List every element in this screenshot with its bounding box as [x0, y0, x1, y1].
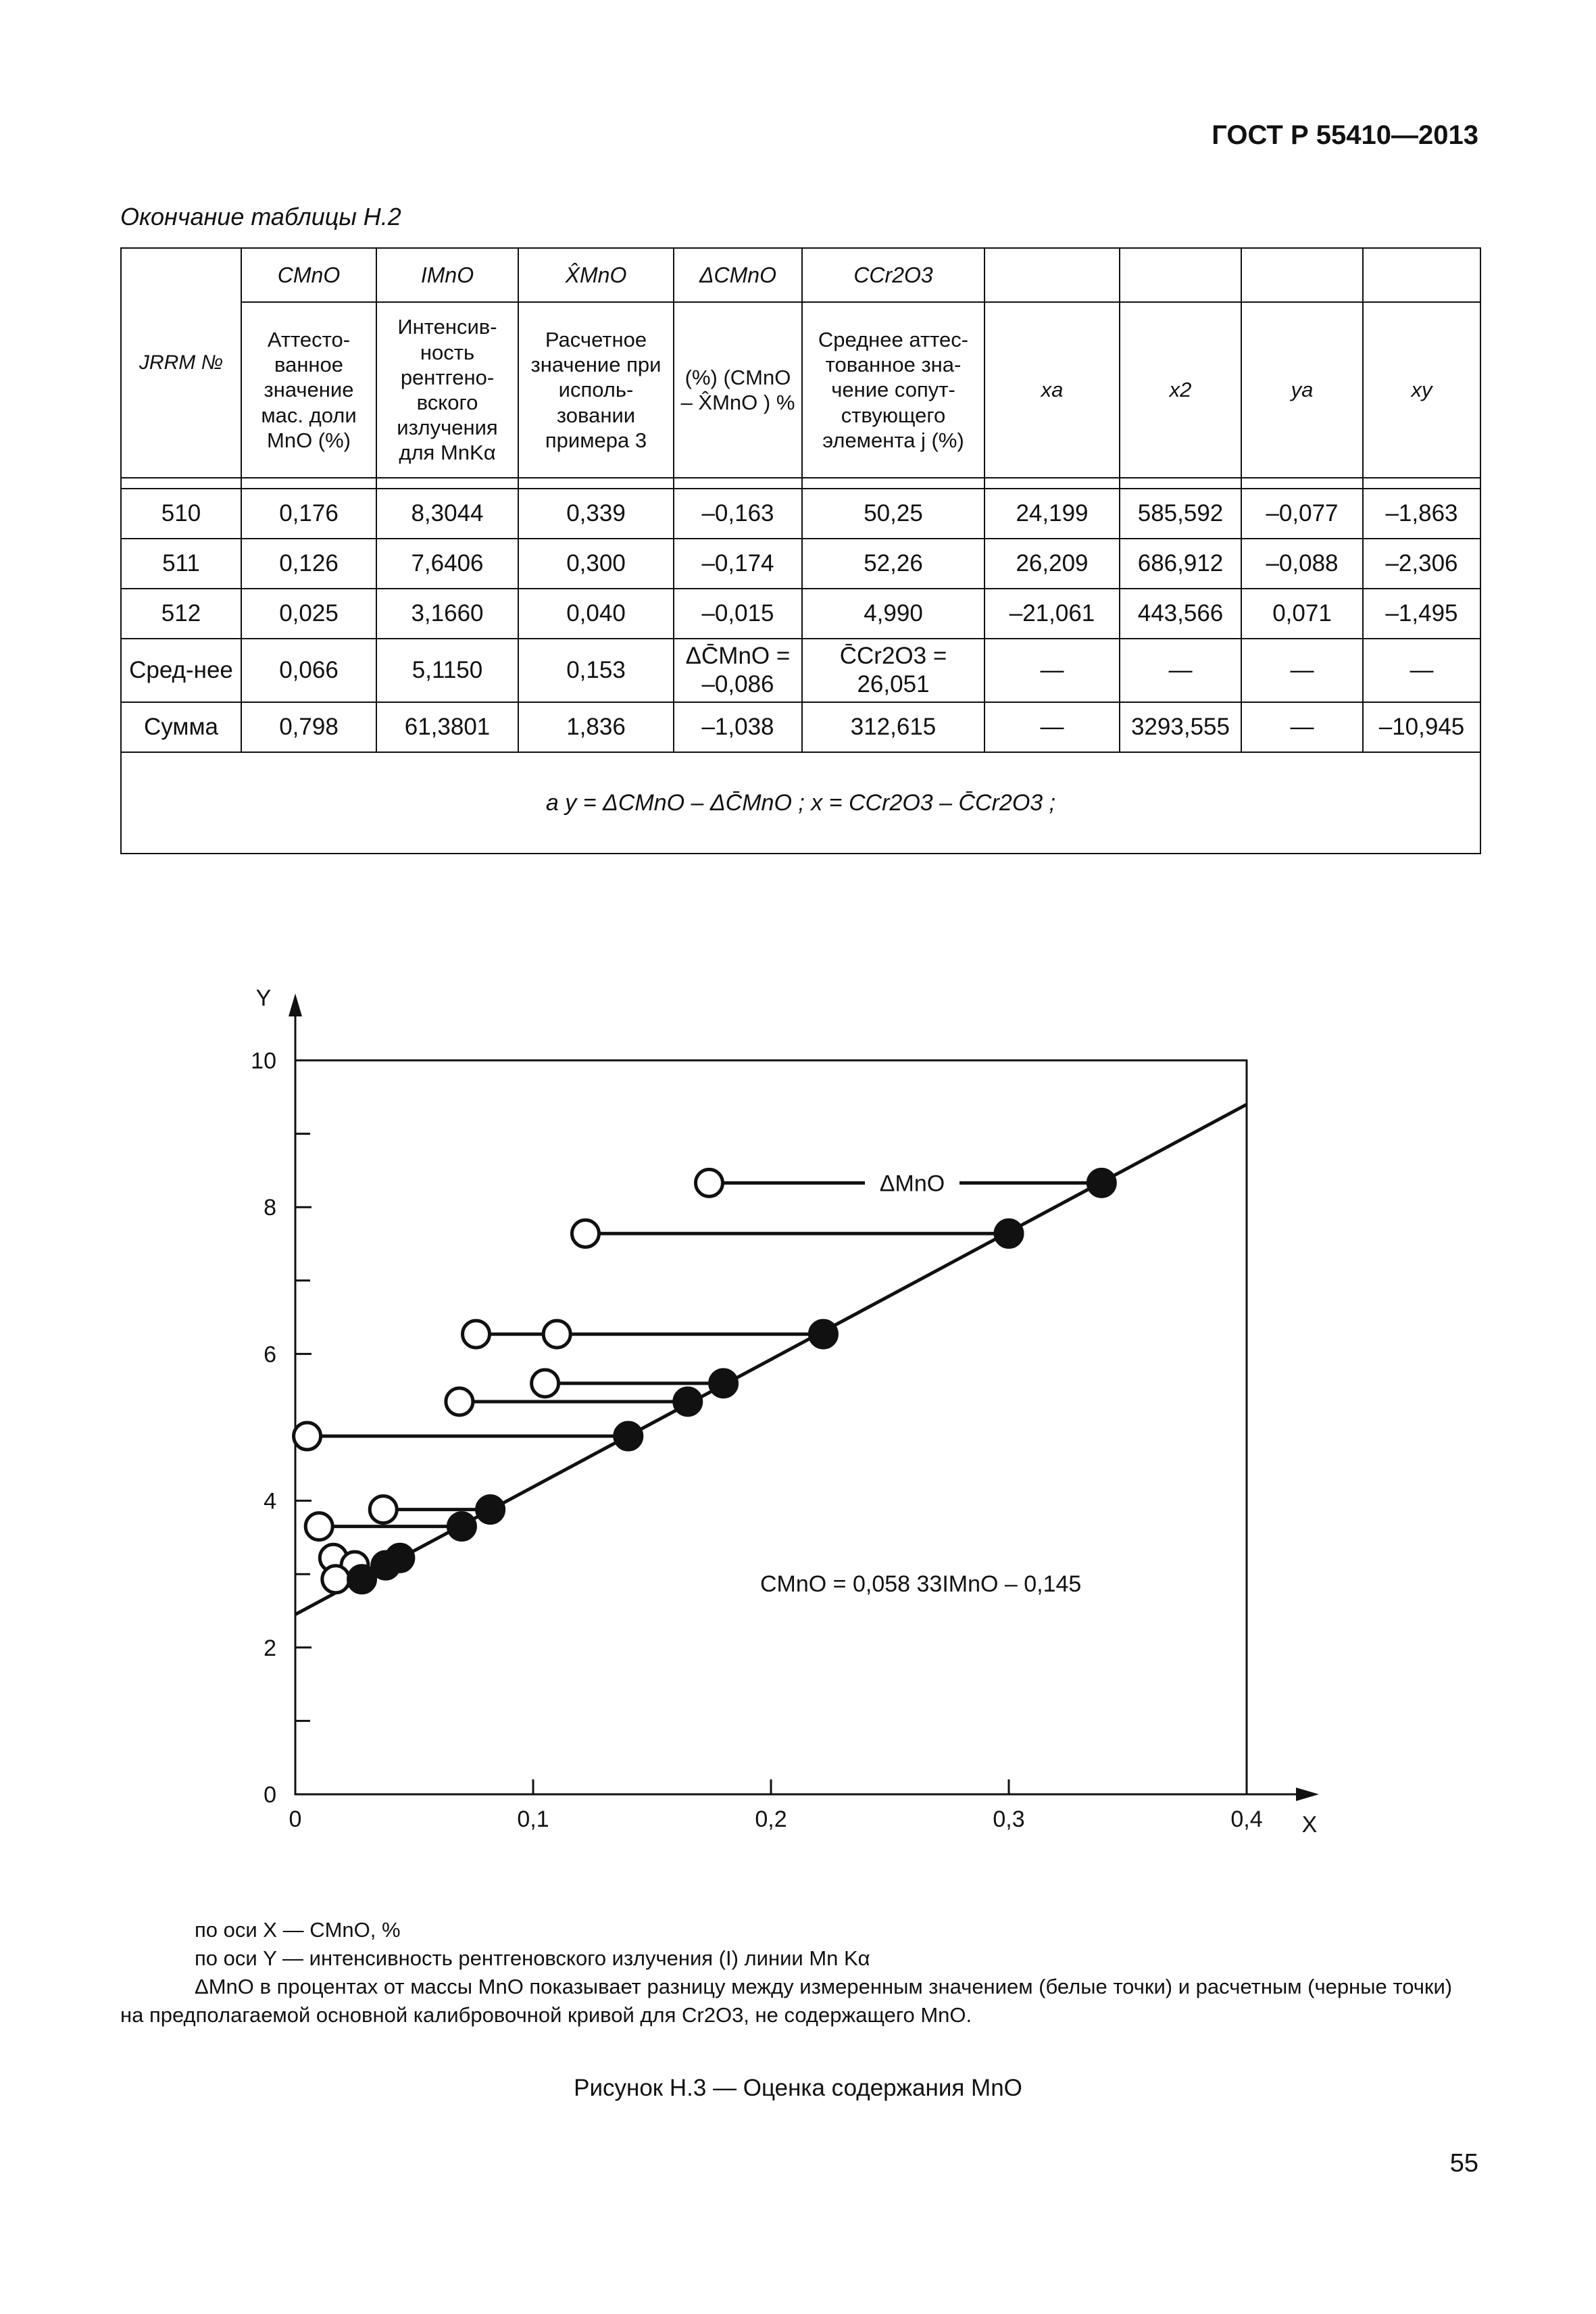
measured-point [463, 1321, 490, 1348]
table-cell: –1,863 [1363, 489, 1480, 539]
measured-point [370, 1496, 397, 1523]
table-cell: — [1363, 639, 1480, 702]
y-tick-label: 2 [264, 1635, 276, 1661]
table-cell: — [1241, 702, 1363, 752]
measured-point [532, 1370, 559, 1397]
table-cell: Сред-нее [121, 639, 241, 702]
table-cell: 510 [121, 489, 241, 539]
measured-point [305, 1513, 332, 1540]
figure-caption [120, 1916, 1480, 2029]
table-cell: 7,6406 [376, 539, 518, 589]
table-cell: 0,798 [241, 702, 376, 752]
axis-y-caption: по оси Y — интенсивность рентгеновского излучения (I) линии Mn Kα [195, 1946, 870, 1970]
delta-label: ΔMnO [879, 1171, 945, 1197]
table-cell: –2,306 [1363, 539, 1480, 589]
table-cell: 511 [121, 539, 241, 589]
header-desc: Аттесто-ванное значение мас. доли MnO (%) [241, 302, 376, 478]
table-cell: 0,066 [241, 639, 376, 702]
table-footnote: a y = ΔCMnO – ΔC̄MnO ; x = CCr2O3 – C̄Cr2O3 ; [121, 752, 1480, 854]
header-desc: x2 [1120, 302, 1241, 478]
calculated-point [674, 1388, 701, 1415]
figure-title: Рисунок Н.3 — Оценка содержания MnO [574, 2075, 1022, 2101]
header-symbol: X̂MnO [518, 248, 674, 302]
figure-note: ΔMnO в процентах от массы MnO показывает разницу между измеренным значением (белые точки) и расчетным (черные точки) на предполагаемой основной калибровочной кривой для Cr2O3, не содержащего MnO. [120, 1974, 1453, 2027]
calculated-point [448, 1513, 475, 1540]
table-cell: 24,199 [984, 489, 1120, 539]
table-cell: C̄Cr2O3 = 26,051 [802, 639, 984, 702]
table-cell: –0,077 [1241, 489, 1363, 539]
header-desc: xy [1363, 302, 1480, 478]
calculated-point [995, 1220, 1022, 1247]
table-cell: –1,495 [1363, 589, 1480, 639]
table-cell: 0,339 [518, 489, 674, 539]
standard-header: ГОСТ Р 55410—2013 [1212, 120, 1478, 150]
table-cell: 4,990 [802, 589, 984, 639]
table-cell: –0,088 [1241, 539, 1363, 589]
table-cell: — [984, 702, 1120, 752]
header-symbol: CMnO [241, 248, 376, 302]
header-desc: Среднее аттес-тованное зна-чение сопут-ствующего элемента j (%) [802, 302, 984, 478]
x-axis-arrow [1296, 1788, 1319, 1801]
x-axis-label: X [1301, 1812, 1318, 1838]
equation-label: CMnO = 0,058 33IMnO – 0,145 [760, 1571, 1082, 1597]
table-cell: –0,163 [674, 489, 802, 539]
page-number: 55 [1449, 2149, 1478, 2177]
measured-point [572, 1220, 599, 1247]
header-desc: Расчетное значение при исполь-зовании примера 3 [518, 302, 674, 478]
table-cell: 0,153 [518, 639, 674, 702]
header-desc: (%) (CMnO – X̂MnO ) % [674, 302, 802, 478]
x-tick-label: 0,1 [517, 1806, 549, 1832]
calculated-point [809, 1321, 837, 1348]
axis-x-caption: по оси X — CMnO, % [195, 1918, 401, 1942]
table-cell: 512 [121, 589, 241, 639]
table-cell: 5,1150 [376, 639, 518, 702]
measured-point [543, 1321, 570, 1348]
calculated-point [710, 1370, 737, 1397]
header-desc: ya [1241, 302, 1363, 478]
x-tick-label: 0,3 [993, 1806, 1025, 1832]
y-tick-label: 10 [251, 1048, 276, 1074]
table-cell: 0,126 [241, 539, 376, 589]
table-cell: 312,615 [802, 702, 984, 752]
table-cell: 0,300 [518, 539, 674, 589]
table-cell: –0,174 [674, 539, 802, 589]
header-jrrm: JRRM № [121, 248, 241, 478]
y-tick-label: 4 [264, 1488, 276, 1515]
calculated-point [349, 1566, 376, 1593]
table-cell: — [1120, 639, 1241, 702]
table-cell: 0,176 [241, 489, 376, 539]
header-symbol: ΔCMnO [674, 248, 802, 302]
header-desc: Интенсив-ность рентгено-вского излучения для MnKα [376, 302, 518, 478]
table-cell: 52,26 [802, 539, 984, 589]
measured-point [322, 1566, 349, 1593]
table-cell: 8,3044 [376, 489, 518, 539]
x-tick-label: 0,2 [755, 1806, 787, 1832]
table-cell: 0,071 [1241, 589, 1363, 639]
table-cell: — [984, 639, 1120, 702]
table-cell: ΔC̄MnO = –0,086 [674, 639, 802, 702]
table-cell: –0,015 [674, 589, 802, 639]
measured-point [695, 1169, 722, 1196]
table-cell: 686,912 [1120, 539, 1241, 589]
table-cell: Сумма [121, 702, 241, 752]
table-cell: –10,945 [1363, 702, 1480, 752]
table-cell: 61,3801 [376, 702, 518, 752]
table-cell: 3293,555 [1120, 702, 1241, 752]
header-desc: xa [984, 302, 1120, 478]
calculated-point [1088, 1169, 1115, 1196]
table-cell: 443,566 [1120, 589, 1241, 639]
header-symbol: IMnO [376, 248, 518, 302]
table-cell: –1,038 [674, 702, 802, 752]
table-cell: 50,25 [802, 489, 984, 539]
measured-point [294, 1423, 321, 1450]
y-tick-label: 0 [264, 1782, 276, 1808]
table-cell: 0,040 [518, 589, 674, 639]
y-tick-label: 8 [264, 1195, 276, 1221]
calculated-point [477, 1496, 504, 1523]
table-cell: 26,209 [984, 539, 1120, 589]
y-axis-arrow [289, 993, 302, 1016]
y-tick-label: 6 [264, 1341, 276, 1368]
header-symbol: CCr2O3 [802, 248, 984, 302]
table-cell: 585,592 [1120, 489, 1241, 539]
x-tick-label: 0,4 [1230, 1806, 1263, 1832]
table-cell: 1,836 [518, 702, 674, 752]
table-cell: 0,025 [241, 589, 376, 639]
x-tick-label: 0 [289, 1806, 302, 1832]
table-cell: –21,061 [984, 589, 1120, 639]
measured-point [446, 1388, 473, 1415]
table-cell: 3,1660 [376, 589, 518, 639]
y-axis-label: Y [255, 985, 272, 1011]
calculated-point [615, 1423, 642, 1450]
table-cell: — [1241, 639, 1363, 702]
table-caption: Окончание таблицы Н.2 [120, 203, 401, 230]
